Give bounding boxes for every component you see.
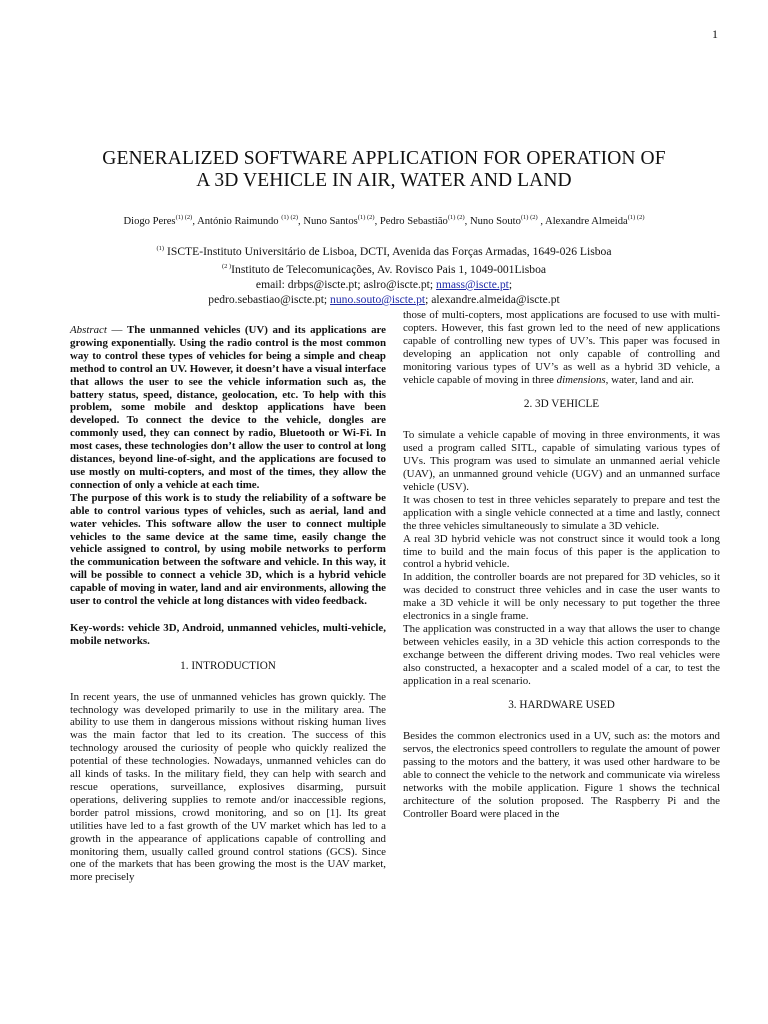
author-separator: , xyxy=(192,216,198,227)
author-affiliation-mark: (1) (2) xyxy=(447,214,465,221)
affiliation-1-mark: (1) xyxy=(156,245,165,252)
author-separator: , xyxy=(464,216,470,227)
hardware-paragraph-1: Besides the common electronics used in a UV, such as: the motors and servos, the electronics speed controllers to regulate the amount of power passing to the motors and the battery, it was used other hardware to be able to connect the vehicle to the network and communicate via wireless networks with the mobile application. Figure 1 shows the technical architecture of the solution proposed. The Raspberry Pi and the Controller Board were placed in the xyxy=(403,730,720,820)
abstract-label: Abstract xyxy=(70,324,107,336)
left-column xyxy=(70,324,386,884)
author-name: Nuno Santos xyxy=(303,216,358,227)
email-link-nmass[interactable]: nmass@iscte.pt xyxy=(436,278,509,291)
affiliation-2 xyxy=(20,259,748,277)
author-name: António Raimundo xyxy=(197,216,282,227)
keywords: Key-words: vehicle 3D, Android, unmanned vehicles, multi-vehicle, mobile networks. xyxy=(70,621,386,647)
affiliations xyxy=(20,241,748,307)
affiliation-2-text: Instituto de Telecomunicações, Av. Rovisco Pais 1, 1049-001Lisboa xyxy=(231,263,547,276)
author-name: Pedro Sebastião xyxy=(379,216,448,227)
abstract-paragraph-1 xyxy=(70,324,386,492)
author-name: Nuno Souto xyxy=(469,216,521,227)
abstract-text-1: The unmanned vehicles (UV) and its applications are growing exponentially. Using the radio control is the most common way to control these types of vehicles for being a simple and cheap method to control an UV. However, it doesn’t have a visual interface that allows the user to see the vehicle information such as, the battery status, speed, distance, geolocation, etc. To help with this problem, some mobile and desktop applications have been developed. To connect the device to the vehicle, dongles are commonly used, they can connect by radio, Bluetooth or Wi-Fi. In most cases, these technologies don’t allow the user to control at long distances, beyond line-of-sight, and the applications are focused to use mostly on multi-copters, and most of the times, they allow the connection of only a vehicle at each time. xyxy=(70,324,386,491)
email-line-1-suffix: ; xyxy=(508,278,513,291)
title-line-2: A 3D VEHICLE IN AIR, WATER AND LAND xyxy=(196,170,572,191)
vehicle-paragraph-3: A real 3D hybrid vehicle was not construct since it would took a long time to build and the main focus of this paper is the application to control a hybrid vehicle. xyxy=(403,532,720,571)
section-heading-3d-vehicle: 2. 3D VEHICLE xyxy=(523,398,600,411)
author-affiliation-mark: (1) (2) xyxy=(281,214,299,221)
vehicle-paragraph-4: In addition, the controller boards are not prepared for 3D vehicles, so it was decided to construct three vehicles and in case the user wants to make a 3D vehicle it will be only necessary to put together the three electronics in a single frame. xyxy=(403,571,720,623)
author-affiliation-mark: (1) (2) xyxy=(520,214,538,221)
vehicle-paragraph-5: The application was constructed in a way that allows the user to change between vehicles easily, in a 3D vehicle this action corresponds to the exchange between the different driving modes. Two real vehicles were also constructed, a hexacopter and a scaled model of a car, to test the application in a real scenario. xyxy=(403,622,720,687)
vehicle-paragraph-2: It was chosen to test in three vehicles separately to prepare and test the application with a single vehicle connected at a time and lastly, connect the three vehicles simultaneously to simulate a 3D vehicle. xyxy=(403,493,720,532)
section-heading-introduction: 1. INTRODUCTION xyxy=(180,659,276,672)
abstract-paragraph-2: The purpose of this work is to study the reliability of a software be able to control various types of vehicles, such as aerial, land and water vehicles. This software allow the user to connect multiple vehicles to the same device at the same time, easily change the vehicle assigned to control, by using mobile networks to perform the communication between the software and vehicle. In this way, it will be possible to connect a vehicle 3D, which is a hybrid vehicle capable of moving in water, land and air environments, allowing the user to control the vehicle at long distances with video feedback. xyxy=(70,491,386,608)
vehicle-paragraph-1: To simulate a vehicle capable of moving in three environments, it was used a program called SITL, capable of simulating various types of UVs. This program was used to simulate an unmanned aerial vehicle (UAV), an unmanned ground vehicle (UGV) and an unmanned surface vehicle (USV). xyxy=(403,429,720,493)
author-affiliation-mark: (1) (2) xyxy=(627,214,645,221)
intro-continued-text-1: those of multi-copters, most applications are focused to use with multi-copters. However, this fast grown led to the need of new applications capable of controlling new types of UV’s. This paper was focused in developing an application not only capable of controlling and monitoring various types of UV’s as well as a hybrid 3D vehicle, a vehicle capable of moving in three xyxy=(403,309,720,386)
email-link-nuno-souto[interactable]: nuno.souto@iscte.pt xyxy=(330,293,426,306)
email-line-1 xyxy=(20,277,748,292)
author-separator: , xyxy=(298,216,304,227)
author-separator: , xyxy=(374,216,380,227)
title-line-1: GENERALIZED SOFTWARE APPLICATION FOR OPERATION OF xyxy=(102,148,666,169)
affiliation-2-mark: (2 ) xyxy=(221,263,232,270)
section-heading-hardware: 3. HARDWARE USED xyxy=(508,699,615,712)
affiliation-1-text: ISCTE-Instituto Universitário de Lisboa, DCTI, Avenida das Forças Armadas, 1649-026 Lisboa xyxy=(164,245,612,258)
abstract-dash: — xyxy=(106,324,128,336)
introduction-continued xyxy=(403,309,720,386)
author-name: Diogo Peres xyxy=(123,216,176,227)
page-number: 1 xyxy=(712,27,718,41)
affiliation-1 xyxy=(20,241,748,259)
email-line-2-prefix: pedro.sebastiao@iscte.pt; xyxy=(208,293,331,306)
author-affiliation-mark: (1) (2) xyxy=(175,214,193,221)
introduction-text: In recent years, the use of unmanned vehicles has grown quickly. The technology was developed primarily to use in the military area. The ability to use them in dangerous missions without risking human lives was the main factor that led to its creation. The success of this technology aroused the curiosity of people who quickly realized the potential of these technologies. Nowadays, unmanned vehicles can do all kinds of tasks. In the military field, they can help with search and rescue operations, surveillance, explosives disarming, pursuit operations, delivering supplies to remote and/or inaccessible regions, border patrol missions, crowd monitoring, and so on [1]. Its great utilities have led to a fast growth of the UV market which has led to a growth in the appearance of applications capable of controlling and monitoring them, usually called ground control stations (GCS). Since one of the markets that has been growing the most is the UAV market, more precisely xyxy=(70,690,386,884)
author-affiliation-mark: (1) (2) xyxy=(357,214,375,221)
email-line-2-suffix: ; alexandre.almeida@iscte.pt xyxy=(425,293,560,306)
paper-title xyxy=(40,148,728,192)
author-separator: , xyxy=(537,216,546,227)
intro-continued-emphasis: dimensions xyxy=(556,373,606,386)
intro-continued-text-2: , water, land and air. xyxy=(605,373,694,386)
email-line-1-prefix: email: drbps@iscte.pt; aslro@iscte.pt; xyxy=(255,278,437,291)
author-list xyxy=(20,214,748,227)
right-column xyxy=(403,309,720,821)
email-line-2 xyxy=(20,292,748,307)
author-name: Alexandre Almeida xyxy=(545,216,628,227)
